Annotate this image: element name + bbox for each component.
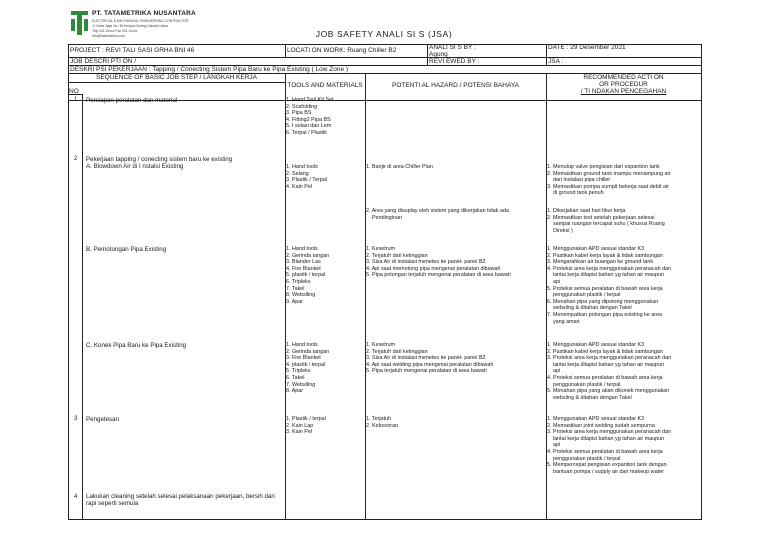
row-number: 3 bbox=[74, 416, 78, 422]
tool-item: 4. Fire Blanket bbox=[286, 265, 321, 272]
job-description: JOB DESCRI PTI ON / bbox=[70, 58, 137, 65]
tools-list bbox=[286, 416, 326, 436]
tool-item: 3. Fire Blanket bbox=[286, 355, 321, 362]
action-item: 2. Memastikan test setelah pekerjaan selesai bbox=[547, 214, 655, 221]
tool-item: 6. Terpal / Plastik bbox=[286, 129, 327, 136]
hazard-item: 2. Kebocoran bbox=[366, 422, 399, 429]
tool-item: 4. Fitting2 Pipa BS bbox=[286, 116, 331, 123]
company-email: info@tatametrika.com bbox=[92, 34, 126, 38]
tool-item: 5. I solasi dan Lem bbox=[286, 123, 332, 130]
action-item: Direksi ) bbox=[547, 227, 573, 234]
action-item: 1. Menggunakan APD sesuai standar K3 bbox=[547, 246, 645, 252]
action-item: 5. Mempercepat pengisian expantion tank dengan bbox=[547, 462, 667, 469]
jsa-field: JSA : bbox=[548, 58, 564, 65]
action-item: 4. Proteksi semua peralatan di bawah area kerja bbox=[547, 448, 663, 455]
step-line: Lakukan cleaning setelah selesai pelaksanaan pekerjaan, bersih dan bbox=[86, 493, 275, 500]
action-item: 2. Memastikan joint welding sudah sempurna bbox=[547, 422, 655, 429]
hazard-list bbox=[366, 208, 509, 221]
action-item: api bbox=[547, 368, 561, 375]
hazard-item: 5. Pipa potongan terjatuh mengenai peralatan di area bawah bbox=[366, 272, 511, 279]
step-text: C. Konek Pipa Baru ke Pipa Existing bbox=[86, 342, 187, 349]
company-name: PT. TATAMETRIKA NUSANTARA bbox=[92, 10, 196, 17]
action-item: 2. Pastikan kabel kerja layak & tidak sambungan bbox=[547, 252, 663, 259]
tool-item: 2. Gerinda tangan bbox=[286, 252, 330, 259]
action-item: yang aman bbox=[547, 318, 580, 325]
col-recommended-line: RECOMMENDED ACTI ON bbox=[583, 74, 664, 81]
step-text bbox=[86, 156, 232, 170]
tool-item: 4. Kain Pel bbox=[286, 183, 313, 190]
hazard-list bbox=[366, 342, 493, 375]
action-item: 3. Proteksi area kerja menggunakan peranacah dan bbox=[547, 429, 672, 436]
col-tools-header: TOOLS AND MATERIALS bbox=[287, 82, 363, 89]
action-item: 4. Proteksi area kerja menggunakan peranacah dan bbox=[547, 265, 672, 272]
action-item: 3. Proteksi area kerja menggunakan peranacah dan bbox=[547, 355, 672, 362]
action-item: api bbox=[547, 278, 561, 285]
col-no-header: NO bbox=[69, 88, 79, 95]
step-line: A. Blowdown Air di I nstalsi Existing bbox=[86, 163, 184, 170]
action-list bbox=[547, 416, 671, 475]
action-list bbox=[547, 164, 670, 197]
action-item: sampai ruangan tercapai suhu ( khusus Ruang bbox=[547, 221, 665, 228]
document-title: JOB SAFETY ANALI SI S (JSA) bbox=[315, 29, 453, 39]
action-item: penggunakan plastik / terpal bbox=[547, 455, 621, 462]
tool-item: 3. Plastik / Terpal bbox=[286, 177, 327, 184]
divider bbox=[285, 44, 286, 57]
divider bbox=[701, 74, 702, 520]
tool-item: 1. Hand tools bbox=[286, 164, 318, 170]
action-item: lantai kerja dilapisi bahan yg tahan air maupun bbox=[547, 435, 665, 442]
divider bbox=[427, 44, 428, 65]
tool-item: 7. Takel bbox=[286, 285, 305, 292]
hazard-list bbox=[366, 246, 511, 279]
col-recommended-line: / TI NDAKAN PENCEGAHAN bbox=[580, 88, 667, 95]
hazard-item: 1. Banjir di area Chiller Plan bbox=[366, 164, 433, 170]
tools-list bbox=[286, 97, 334, 137]
action-item: penggunakan plastik / terpal bbox=[547, 292, 621, 299]
divider bbox=[546, 44, 547, 65]
hazard-item: 2. Terjatuh dari ketinggian bbox=[366, 252, 428, 259]
action-item: api bbox=[547, 442, 561, 449]
col-recommended-line: OR PROCEDUR bbox=[599, 81, 648, 88]
tools-list bbox=[286, 246, 329, 305]
hazard-item: 3. Sisa Air di instalasi menetes ke panel- panel B2 bbox=[366, 355, 486, 362]
col-recommended-header bbox=[546, 74, 701, 95]
tool-item: 5. plastik / terpal bbox=[286, 272, 326, 279]
col-hazard-header: POTENTI AL HAZARD / POTENSI BAHAYA bbox=[391, 82, 520, 89]
step-text: Persiapan peralatan dan material bbox=[86, 97, 178, 104]
action-item: 7. Menempatkan potongan pipa existing ke area bbox=[547, 311, 663, 318]
analysis-by-label: ANALI SI S BY : bbox=[429, 44, 476, 51]
tool-item: 6. Takel bbox=[286, 374, 305, 381]
tool-item: 8. Webslling bbox=[286, 292, 316, 299]
action-list bbox=[547, 342, 671, 401]
divider bbox=[68, 519, 702, 520]
tool-item: 4. plastik / terpal bbox=[286, 361, 326, 368]
divider bbox=[365, 74, 366, 520]
tool-item: 2. Gerinda tangan bbox=[286, 348, 330, 355]
action-item: websling & ditahan dengan Takel bbox=[547, 394, 632, 401]
hazard-item: 1. Kesetrum bbox=[366, 342, 396, 348]
tool-item: 9. Apar bbox=[286, 298, 304, 305]
action-item: 1. Menggunakan APD sesuai standar K3 bbox=[547, 342, 645, 348]
project-name: PROJECT : REVI TALI SASI GRHA BNI 46 bbox=[70, 47, 195, 54]
action-item: di ground tank penuh bbox=[547, 190, 604, 197]
action-item: lantai kerja dilapisi bahan yg tahan air maupun bbox=[547, 361, 665, 368]
hazard-list bbox=[366, 416, 398, 429]
hazard-item: 5. Pipa terjatuh mengenai peralatan di area bawah bbox=[366, 368, 487, 375]
action-item: 5. Menahan pipa yang akan dikonek menggunakan bbox=[547, 388, 670, 395]
step-text: B. Pemotongan Pipa Existing bbox=[86, 246, 167, 253]
hazard-item: 1. Terjatuh bbox=[366, 416, 392, 422]
tool-item: 3. Pipa BS bbox=[286, 110, 312, 117]
tool-item: 8. Apar bbox=[286, 388, 304, 395]
step-line: rapi seperti semula bbox=[86, 500, 139, 507]
tool-item: 5. Tripleks bbox=[286, 368, 311, 375]
tool-item: 3. Blander Las bbox=[286, 259, 321, 266]
action-item: 6. Menahan pipa yang dipotong menggunakan bbox=[547, 298, 659, 305]
hazard-item: 2. Terjatuh dari ketinggian bbox=[366, 348, 428, 355]
action-item: 3. Mengarahkan air buangan ke ground tank bbox=[547, 259, 654, 266]
hazard-item: 2. Area yang disuplay oleh sistem yang dikerjakan tidak ada bbox=[366, 208, 509, 214]
col-sequence-header: SEQUENCE OF BASIC JOB STEP / LANGKAH KERJA bbox=[96, 74, 257, 81]
divider bbox=[701, 44, 702, 74]
action-item: 3. Memastikan pompa sumpit bekerja saat debit air bbox=[547, 183, 669, 190]
job-deskripsi: DESKRI PSI PEKERJAAN : Tapping / Conecting Sistem Pipa Baru ke Pipa Existing ( Low Zone ) bbox=[70, 66, 349, 73]
tool-item: 1. Hand tools bbox=[286, 246, 318, 252]
tool-item: 1. Hand Tool Kit Set bbox=[286, 97, 334, 103]
action-item: 4. Proteksi semua peralatan di bawah area kerja bbox=[547, 374, 663, 381]
divider bbox=[68, 82, 285, 83]
row-number: 1 bbox=[74, 97, 78, 103]
row-number: 2 bbox=[74, 156, 78, 162]
hazard-item: 1. Kesetrum bbox=[366, 246, 396, 252]
date-field: DATE : 29 Desember 2021 bbox=[548, 44, 626, 51]
tool-item: 2. Selang bbox=[286, 170, 309, 177]
tool-item: 6. Tripleks bbox=[286, 278, 311, 285]
row-number: 4 bbox=[74, 494, 78, 500]
tools-list bbox=[286, 164, 327, 190]
divider bbox=[68, 74, 69, 520]
action-item: 1. Menutup valve pengisian dari expantion tank bbox=[547, 164, 660, 170]
step-line: Pekerjaan tapping / conecting sistem baru ke existing bbox=[86, 156, 233, 163]
action-item: 1. Dikerjakan saat hari libur kerja bbox=[547, 208, 626, 214]
tool-item: 2. Kain Lap bbox=[286, 422, 314, 429]
action-list bbox=[547, 208, 665, 234]
divider bbox=[82, 94, 83, 520]
action-item: dari instalasi pipa chiller bbox=[547, 177, 611, 184]
company-phone: Telp 021 2xxxx Fax 021 2xxxx bbox=[92, 29, 138, 33]
tools-list bbox=[286, 342, 329, 395]
action-list bbox=[547, 246, 671, 325]
tool-item: 7. Webslling bbox=[286, 381, 316, 388]
analysis-by-value: Agung bbox=[429, 51, 448, 58]
action-item: 5. Proteksi semua peralatan di bawah area kerja bbox=[547, 285, 663, 292]
reviewed-by: REVI EWED BY : bbox=[429, 58, 480, 65]
hazard-item: 4. Api saat welding pipa mengenai peralatan dibawah bbox=[366, 361, 494, 368]
hazard-list bbox=[366, 164, 433, 171]
tool-item: 1. Hand tools bbox=[286, 342, 318, 348]
header-block bbox=[68, 44, 702, 74]
jsa-table bbox=[68, 74, 702, 520]
company-tagline: ELECTRICAL & MECHANICAL ENGINEERING CONTRACTOR bbox=[92, 19, 189, 23]
location-work: LOCATI ON WORK: Ruang Chiller B2 bbox=[287, 47, 397, 54]
hazard-item: 4. Api saat memotong pipa mengenai peralatan dibawah bbox=[366, 265, 501, 272]
action-item: penggunakan plastik / terpal bbox=[547, 381, 621, 388]
action-item: 1. Menggunakan APD sesuai standar K3 bbox=[547, 416, 645, 422]
action-item: bantuan pompa / supply air dari makeup water bbox=[547, 468, 664, 475]
action-item: 2. Pastikan kabel kerja layak & tidak sambungan bbox=[547, 348, 663, 355]
action-item: lantai kerja dilapisi bahan yg tahan air maupun bbox=[547, 272, 665, 279]
step-text: Pengetesan bbox=[86, 416, 120, 423]
tool-item: 3. Kain Pel bbox=[286, 429, 313, 436]
step-text bbox=[86, 493, 275, 507]
tool-item: 1. Plastik / terpal bbox=[286, 416, 326, 422]
hazard-item: Pendinginan bbox=[366, 214, 402, 221]
action-item: 2. Memastikan ground tank mampu menampung air bbox=[547, 170, 671, 177]
action-item: websling & ditahan dengan Takel bbox=[547, 305, 632, 312]
company-address: Jl. Kinta Jaya No. 36 Kelapa Gading Jakarta Utara bbox=[92, 24, 168, 28]
divider bbox=[68, 44, 69, 74]
tool-item: 2. Scafolding bbox=[286, 103, 318, 110]
hazard-item: 3. Sisa Air di instalasi menetes ke panel- panel B2 bbox=[366, 259, 486, 266]
divider bbox=[68, 57, 702, 58]
